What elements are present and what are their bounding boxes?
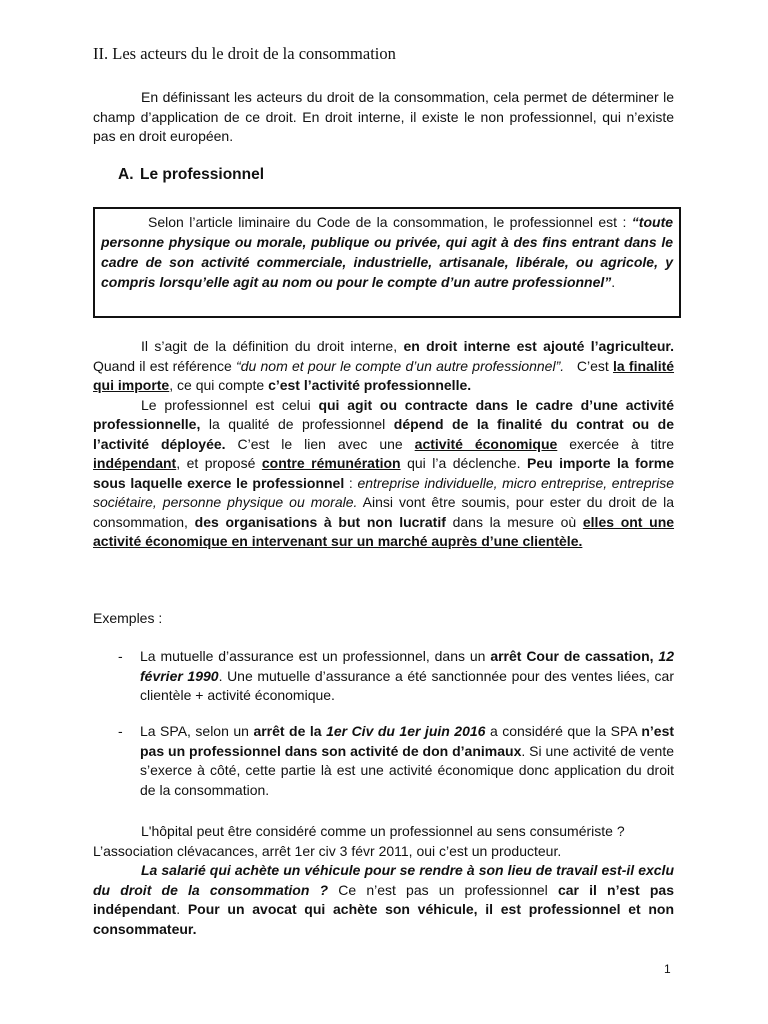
intro-text: En définissant les acteurs du droit de la consommation, cela permet de déterminer le champ d’application de ce droit. En droit interne, il existe le non professionnel, qui n’existe pas en droit européen. [93, 89, 674, 144]
examples-label: Exemples : [93, 610, 163, 626]
closing-avocat: Pour un avocat qui achète son véhicule, il est professionnel et non consommateur. [93, 901, 675, 937]
p2-bold-b: qui agit ou contracte dans le cadre d’une activité professionnelle, [93, 396, 674, 432]
p1-bold-agriculteur: en droit interne est ajouté l’agriculteur. [403, 338, 674, 354]
section-heading: II. Les acteurs du le droit de la consommation [93, 44, 396, 63]
p2-text-i: , et proposé [176, 455, 256, 471]
ex1-text-d: . Une mutuelle d’assurance a été sanctionnée pour des ventes liées, car clientèle + activité économique. [140, 667, 674, 703]
ex1-arret: arrêt Cour de cassation, [490, 648, 654, 664]
p2-text-e: C’est le lien avec une [237, 435, 403, 452]
closing-hopital [93, 822, 674, 842]
p2-forms-list: entreprise individuelle, micro entreprise, entreprise sociétaire, personne physique ou morale. [93, 474, 675, 510]
paragraph-definition [93, 337, 674, 396]
box-end: . [611, 274, 616, 290]
p2-independant: indépendant [93, 455, 177, 471]
p2-organisations: des organisations à but non lucratif [194, 513, 446, 530]
p2-remuneration: contre rémunération [261, 455, 401, 471]
p2-activite-marche: elles ont une activité économique en intervenant sur un marché auprès d’une clientèle. [93, 513, 675, 549]
closing-bold-e: car il n’est pas indépendant [93, 881, 674, 917]
example-item-spa [118, 722, 674, 800]
closing-salarie [93, 861, 674, 939]
list-dash: - [118, 648, 123, 664]
p1-text-e: C’est [576, 357, 609, 374]
list-dash: - [118, 723, 123, 739]
p2-text-k: qui l’a déclenche. [407, 455, 521, 471]
box-quote: “toute personne physique ou morale, publique ou privée, qui agit à des fins entrant dans le cadre de son activité commerciale, industrielle, artisanale, libérale, ou agricole, y compris lorsqu’elle agit au nom ou pour le compte d’un autre professionnel” [101, 214, 674, 290]
intro-paragraph [93, 88, 674, 147]
example-item-mutuelle [118, 647, 674, 706]
ex2-text-d: a considéré que la SPA [489, 723, 637, 739]
p1-activite-pro: c’est l’activité professionnelle. [268, 377, 472, 393]
closing-period: . [176, 901, 181, 917]
p1-text-g: , ce qui compte [169, 377, 265, 393]
subsection-title: Le professionnel [140, 166, 265, 183]
p2-text-c: la qualité de professionnel [208, 416, 386, 432]
subsection-heading [118, 166, 264, 184]
definition-box [93, 207, 681, 318]
paragraph-professionnel [93, 396, 674, 552]
closing-association [93, 842, 674, 862]
p2-text-q: dans la mesure où [452, 513, 577, 530]
ex1-date: 12 février 1990 [140, 648, 674, 684]
p1-finalite: la finalité qui importe [93, 357, 675, 393]
page-number: 1 [664, 962, 671, 976]
closing-text-d: Ce n’est pas un professionnel [338, 881, 548, 898]
p2-colon: : [348, 474, 353, 491]
subsection-number: A. [118, 166, 134, 183]
body-text [93, 337, 674, 552]
p1-text-a: Il s’agit de la définition du droit interne, [141, 338, 398, 354]
ex2-text-a: La SPA, selon un [140, 723, 249, 739]
ex2-not-pro: n’est pas un professionnel dans son activité de don d’animaux [140, 723, 675, 759]
closing-paragraph [93, 822, 674, 939]
closing-text-a: L'hôpital peut être considéré comme un professionnel au sens consumériste ? [141, 823, 625, 839]
p2-bold-d: dépend de la finalité du contrat ou de l’activité déployée. [93, 416, 675, 452]
box-lead: Selon l’article liminaire du Code de la consommation, le professionnel est : [148, 214, 627, 230]
p2-peu-importe: Peu importe la forme sous laquelle exerce le professionnel [93, 455, 675, 491]
closing-question: La salarié qui achète un véhicule pour se rendre à son lieu de travail est-il exclu du droit de la consommation ? [93, 862, 674, 898]
p2-text-g: exercée à titre [569, 435, 675, 452]
p2-activite-economique: activité économique [414, 435, 558, 452]
ex2-date: 1er Civ du 1er juin 2016 [326, 723, 486, 739]
ex1-text-a: La mutuelle d’assurance est un professionnel, dans un [140, 648, 486, 664]
p2-text-a: Le professionnel est celui [141, 396, 311, 413]
p1-italic-quote: “du nom et pour le compte d’un autre professionnel”. [236, 357, 565, 374]
p1-text-c: Quand il est référence [93, 357, 232, 374]
ex2-arret: arrêt de la [253, 723, 322, 739]
ex2-text-f: . Si une activité de vente s’exerce à côté, cette partie là est une activité économique donc application du droit de la consommation. [140, 742, 674, 798]
closing-text-b: L’association clévacances, arrêt 1er civ 3 févr 2011, oui c’est un producteur. [93, 842, 562, 859]
p2-text-o: Ainsi vont être soumis, pour ester du droit de la consommation, [93, 494, 675, 530]
